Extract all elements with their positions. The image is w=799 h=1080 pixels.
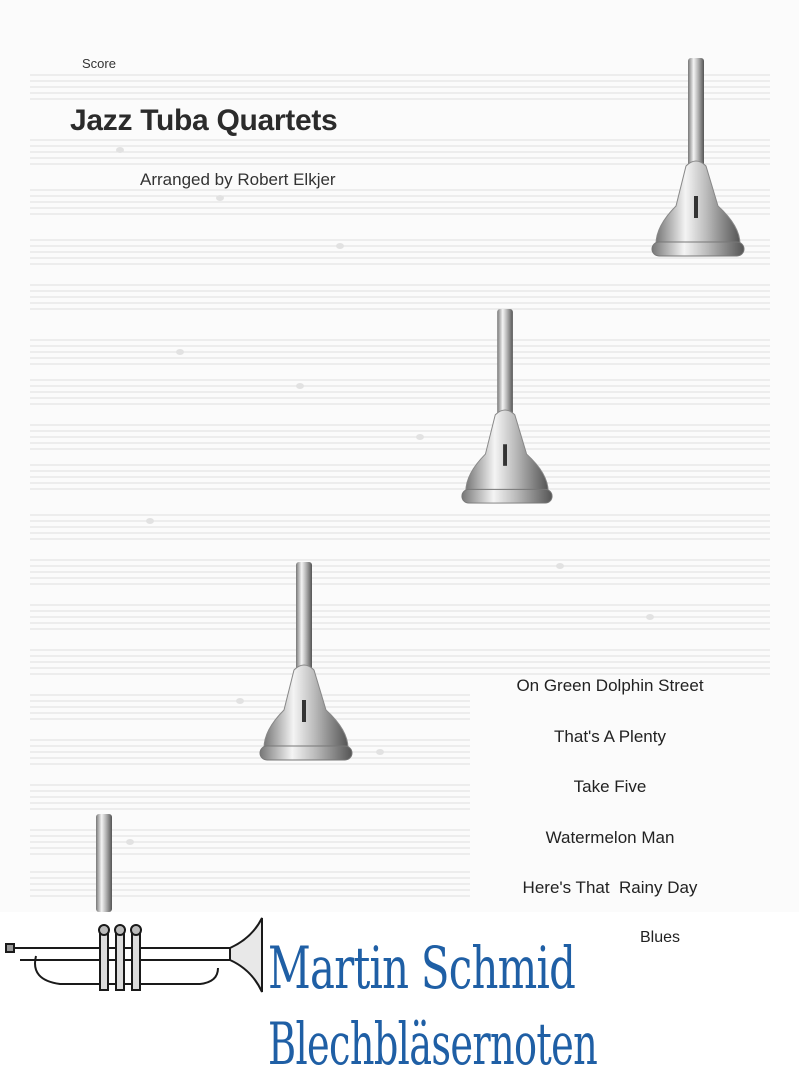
mouthpiece-illustration	[648, 56, 748, 262]
publisher-logo-subtitle: Blechbläsernoten	[268, 1010, 598, 1078]
mouthpiece-illustration	[80, 812, 128, 912]
track-item-partial: Blues	[640, 929, 681, 946]
track-item: Take Five	[573, 777, 647, 796]
score-label: Score	[82, 56, 116, 71]
track-item: Watermelon Man	[545, 827, 675, 847]
mouthpiece-illustration	[458, 306, 556, 510]
track-list	[480, 676, 740, 929]
track-item: That's A Plenty	[554, 726, 666, 746]
mouthpiece-illustration	[256, 560, 356, 766]
track-item: Here's That Rainy Day	[522, 878, 698, 897]
track-item: On Green Dolphin Street	[516, 676, 704, 695]
publisher-logo-name: Martin Schmid	[268, 934, 576, 1002]
page-title: Jazz Tuba Quartets	[70, 104, 338, 137]
arranger-credit: Arranged by Robert Elkjer	[140, 170, 336, 189]
